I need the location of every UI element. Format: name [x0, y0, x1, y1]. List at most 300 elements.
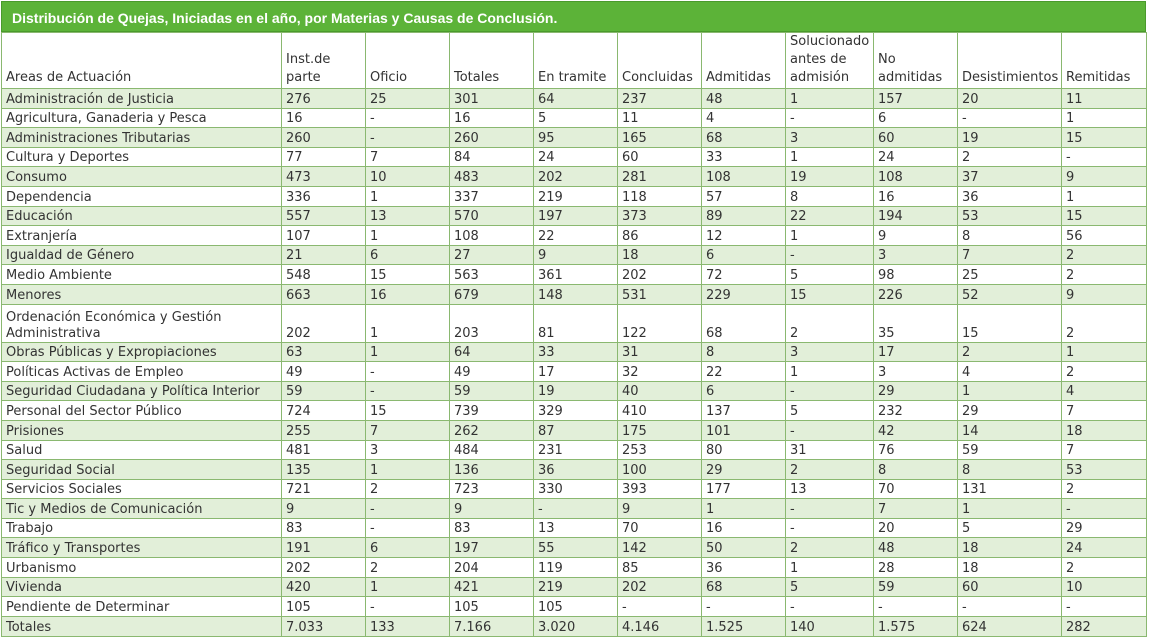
value-cell: 1	[366, 577, 450, 597]
value-cell: 237	[618, 89, 702, 109]
value-cell: 420	[282, 577, 366, 597]
value-cell: -	[786, 245, 874, 265]
value-cell: 7	[874, 499, 958, 519]
area-name-cell: Cultura y Deportes	[2, 147, 282, 167]
value-cell: 1	[366, 226, 450, 246]
value-cell: 19	[786, 167, 874, 187]
value-cell: 53	[1062, 460, 1147, 480]
value-cell: 410	[618, 401, 702, 421]
value-cell: 70	[874, 479, 958, 499]
value-cell: 2	[786, 460, 874, 480]
totals-row	[2, 616, 1147, 636]
value-cell: 95	[534, 128, 618, 148]
value-cell: 175	[618, 420, 702, 440]
value-cell: 13	[534, 518, 618, 538]
value-cell: 131	[958, 479, 1062, 499]
table-row	[2, 440, 1147, 460]
complaints-table	[1, 32, 1147, 637]
value-cell: 7	[1062, 440, 1147, 460]
table-row	[2, 479, 1147, 499]
area-name-cell: Administración de Justicia	[2, 89, 282, 109]
value-cell: 20	[874, 518, 958, 538]
value-cell: 16	[282, 108, 366, 128]
area-name-cell: Vivienda	[2, 577, 282, 597]
value-cell: 1	[366, 304, 450, 342]
value-cell: 3	[874, 362, 958, 382]
value-cell: 36	[958, 186, 1062, 206]
value-cell: 531	[618, 284, 702, 304]
area-name-cell: Tic y Medios de Comunicación	[2, 499, 282, 519]
table-container	[1, 1, 1149, 640]
value-cell: 421	[450, 577, 534, 597]
value-cell: 202	[618, 577, 702, 597]
value-cell: 202	[618, 265, 702, 285]
value-cell: 16	[366, 284, 450, 304]
value-cell: -	[786, 420, 874, 440]
value-cell: 18	[618, 245, 702, 265]
value-cell: 68	[702, 577, 786, 597]
value-cell: -	[366, 499, 450, 519]
value-cell: 56	[1062, 226, 1147, 246]
column-header: Concluidas	[618, 33, 702, 89]
value-cell: 1	[1062, 108, 1147, 128]
value-cell: 6	[366, 538, 450, 558]
value-cell: 83	[282, 518, 366, 538]
area-name-cell: Educación	[2, 206, 282, 226]
table-row	[2, 597, 1147, 617]
value-cell: 68	[702, 304, 786, 342]
value-cell: 157	[874, 89, 958, 109]
table-row	[2, 342, 1147, 362]
area-name-cell: Agricultura, Ganaderia y Pesca	[2, 108, 282, 128]
value-cell: -	[786, 499, 874, 519]
value-cell: 17	[534, 362, 618, 382]
totals-value-cell: 1.575	[874, 616, 958, 636]
value-cell: 6	[874, 108, 958, 128]
value-cell: 481	[282, 440, 366, 460]
value-cell: 4	[1062, 381, 1147, 401]
value-cell: 204	[450, 558, 534, 578]
value-cell: 60	[618, 147, 702, 167]
value-cell: 98	[874, 265, 958, 285]
value-cell: 2	[1062, 265, 1147, 285]
table-row	[2, 577, 1147, 597]
value-cell: 135	[282, 460, 366, 480]
value-cell: 8	[702, 342, 786, 362]
value-cell: 19	[958, 128, 1062, 148]
value-cell: 177	[702, 479, 786, 499]
value-cell: 48	[702, 89, 786, 109]
value-cell: 7	[366, 147, 450, 167]
totals-value-cell: 133	[366, 616, 450, 636]
value-cell: 29	[874, 381, 958, 401]
value-cell: 16	[874, 186, 958, 206]
value-cell: 13	[366, 206, 450, 226]
value-cell: 5	[786, 265, 874, 285]
value-cell: 27	[450, 245, 534, 265]
area-name-cell: Servicios Sociales	[2, 479, 282, 499]
table-row	[2, 245, 1147, 265]
value-cell: 2	[958, 342, 1062, 362]
value-cell: 6	[702, 381, 786, 401]
value-cell: 80	[702, 440, 786, 460]
header-row	[2, 33, 1147, 89]
value-cell: 301	[450, 89, 534, 109]
value-cell: 7	[958, 245, 1062, 265]
value-cell: 18	[958, 558, 1062, 578]
value-cell: 20	[958, 89, 1062, 109]
value-cell: 15	[366, 401, 450, 421]
value-cell: 679	[450, 284, 534, 304]
value-cell: 59	[874, 577, 958, 597]
value-cell: 60	[874, 128, 958, 148]
value-cell: 49	[282, 362, 366, 382]
value-cell: 9	[534, 245, 618, 265]
value-cell: 2	[1062, 245, 1147, 265]
value-cell: 8	[786, 186, 874, 206]
value-cell: 24	[1062, 538, 1147, 558]
value-cell: 7	[366, 420, 450, 440]
value-cell: 1	[786, 558, 874, 578]
value-cell: 473	[282, 167, 366, 187]
table-row	[2, 460, 1147, 480]
value-cell: 1	[786, 89, 874, 109]
value-cell: 22	[534, 226, 618, 246]
column-header: Totales	[450, 33, 534, 89]
area-name-cell: Medio Ambiente	[2, 265, 282, 285]
column-header: Admitidas	[702, 33, 786, 89]
value-cell: -	[958, 597, 1062, 617]
table-row	[2, 226, 1147, 246]
area-name-cell: Salud	[2, 440, 282, 460]
value-cell: 1	[366, 342, 450, 362]
value-cell: 721	[282, 479, 366, 499]
value-cell: 5	[534, 108, 618, 128]
value-cell: 1	[786, 362, 874, 382]
column-header: Remitidas	[1062, 33, 1147, 89]
value-cell: 48	[874, 538, 958, 558]
value-cell: 81	[534, 304, 618, 342]
value-cell: 231	[534, 440, 618, 460]
value-cell: 105	[534, 597, 618, 617]
table-row	[2, 89, 1147, 109]
value-cell: 137	[702, 401, 786, 421]
value-cell: 202	[534, 167, 618, 187]
area-name-cell: Ordenación Económica y Gestión Administrativa	[2, 304, 282, 342]
value-cell: 64	[450, 342, 534, 362]
value-cell: 136	[450, 460, 534, 480]
value-cell: 25	[366, 89, 450, 109]
table-row	[2, 284, 1147, 304]
value-cell: 59	[958, 440, 1062, 460]
value-cell: 16	[450, 108, 534, 128]
column-header: Desistimientos	[958, 33, 1062, 89]
totals-value-cell: 3.020	[534, 616, 618, 636]
value-cell: 59	[450, 381, 534, 401]
value-cell: 373	[618, 206, 702, 226]
area-name-cell: Prisiones	[2, 420, 282, 440]
value-cell: 281	[618, 167, 702, 187]
value-cell: 22	[786, 206, 874, 226]
value-cell: 36	[702, 558, 786, 578]
value-cell: 18	[1062, 420, 1147, 440]
value-cell: 122	[618, 304, 702, 342]
column-header: Solucionado antes de admisión	[786, 33, 874, 89]
totals-value-cell: 624	[958, 616, 1062, 636]
value-cell: 1	[958, 381, 1062, 401]
value-cell: 148	[534, 284, 618, 304]
value-cell: 19	[534, 381, 618, 401]
value-cell: 9	[618, 499, 702, 519]
value-cell: 33	[702, 147, 786, 167]
value-cell: 52	[958, 284, 1062, 304]
value-cell: 9	[282, 499, 366, 519]
value-cell: 14	[958, 420, 1062, 440]
value-cell: -	[786, 518, 874, 538]
value-cell: 10	[366, 167, 450, 187]
value-cell: 6	[702, 245, 786, 265]
value-cell: 202	[282, 558, 366, 578]
table-row	[2, 108, 1147, 128]
value-cell: 142	[618, 538, 702, 558]
table-row	[2, 420, 1147, 440]
value-cell: 9	[1062, 167, 1147, 187]
table-body	[2, 89, 1147, 617]
area-name-cell: Administraciones Tributarias	[2, 128, 282, 148]
table-row	[2, 147, 1147, 167]
value-cell: 570	[450, 206, 534, 226]
value-cell: 4	[702, 108, 786, 128]
table-row	[2, 558, 1147, 578]
value-cell: 55	[534, 538, 618, 558]
value-cell: 663	[282, 284, 366, 304]
value-cell: 194	[874, 206, 958, 226]
value-cell: 21	[282, 245, 366, 265]
value-cell: 5	[786, 401, 874, 421]
value-cell: 53	[958, 206, 1062, 226]
value-cell: 31	[786, 440, 874, 460]
value-cell: -	[618, 597, 702, 617]
totals-value-cell: 4.146	[618, 616, 702, 636]
totals-value-cell: 282	[1062, 616, 1147, 636]
value-cell: 33	[534, 342, 618, 362]
value-cell: 8	[958, 226, 1062, 246]
value-cell: 260	[282, 128, 366, 148]
value-cell: 4	[958, 362, 1062, 382]
value-cell: 255	[282, 420, 366, 440]
area-name-cell: Igualdad de Género	[2, 245, 282, 265]
value-cell: 108	[874, 167, 958, 187]
area-name-cell: Extranjería	[2, 226, 282, 246]
value-cell: 2	[786, 538, 874, 558]
value-cell: 1	[366, 460, 450, 480]
value-cell: 7	[1062, 401, 1147, 421]
value-cell: 563	[450, 265, 534, 285]
value-cell: 262	[450, 420, 534, 440]
value-cell: 1	[786, 147, 874, 167]
value-cell: 337	[450, 186, 534, 206]
value-cell: 484	[450, 440, 534, 460]
value-cell: 31	[618, 342, 702, 362]
value-cell: 49	[450, 362, 534, 382]
value-cell: 483	[450, 167, 534, 187]
value-cell: 85	[618, 558, 702, 578]
value-cell: 32	[618, 362, 702, 382]
value-cell: 107	[282, 226, 366, 246]
table-row	[2, 186, 1147, 206]
totals-label-cell: Totales	[2, 616, 282, 636]
value-cell: 1	[958, 499, 1062, 519]
value-cell: 3	[874, 245, 958, 265]
value-cell: 16	[702, 518, 786, 538]
value-cell: 203	[450, 304, 534, 342]
totals-value-cell: 1.525	[702, 616, 786, 636]
value-cell: -	[534, 499, 618, 519]
area-name-cell: Menores	[2, 284, 282, 304]
value-cell: 105	[282, 597, 366, 617]
value-cell: 3	[366, 440, 450, 460]
value-cell: 393	[618, 479, 702, 499]
table-row	[2, 304, 1147, 342]
value-cell: -	[786, 381, 874, 401]
value-cell: 17	[874, 342, 958, 362]
value-cell: 232	[874, 401, 958, 421]
table-row	[2, 381, 1147, 401]
value-cell: 202	[282, 304, 366, 342]
value-cell: 5	[958, 518, 1062, 538]
value-cell: 9	[1062, 284, 1147, 304]
value-cell: 25	[958, 265, 1062, 285]
value-cell: 197	[450, 538, 534, 558]
value-cell: 37	[958, 167, 1062, 187]
value-cell: 197	[534, 206, 618, 226]
value-cell: 105	[450, 597, 534, 617]
value-cell: 28	[874, 558, 958, 578]
value-cell: 70	[618, 518, 702, 538]
value-cell: 77	[282, 147, 366, 167]
value-cell: 724	[282, 401, 366, 421]
value-cell: 12	[702, 226, 786, 246]
value-cell: 101	[702, 420, 786, 440]
value-cell: 36	[534, 460, 618, 480]
area-name-cell: Pendiente de Determinar	[2, 597, 282, 617]
value-cell: 108	[450, 226, 534, 246]
value-cell: 5	[786, 577, 874, 597]
area-name-cell: Urbanismo	[2, 558, 282, 578]
value-cell: 15	[786, 284, 874, 304]
value-cell: 1	[786, 226, 874, 246]
value-cell: -	[1062, 597, 1147, 617]
value-cell: 100	[618, 460, 702, 480]
area-name-cell: Consumo	[2, 167, 282, 187]
value-cell: 42	[874, 420, 958, 440]
table-row	[2, 128, 1147, 148]
value-cell: 24	[874, 147, 958, 167]
totals-value-cell: 7.033	[282, 616, 366, 636]
value-cell: -	[366, 362, 450, 382]
value-cell: -	[366, 518, 450, 538]
value-cell: 330	[534, 479, 618, 499]
value-cell: 63	[282, 342, 366, 362]
value-cell: -	[366, 381, 450, 401]
value-cell: 219	[534, 577, 618, 597]
value-cell: 276	[282, 89, 366, 109]
table-row	[2, 167, 1147, 187]
value-cell: 13	[786, 479, 874, 499]
value-cell: -	[702, 597, 786, 617]
column-header: No admitidas	[874, 33, 958, 89]
value-cell: 1	[366, 186, 450, 206]
value-cell: 64	[534, 89, 618, 109]
value-cell: 57	[702, 186, 786, 206]
value-cell: 2	[366, 558, 450, 578]
value-cell: -	[1062, 499, 1147, 519]
column-header: Areas de Actuación	[2, 33, 282, 89]
table-row	[2, 518, 1147, 538]
value-cell: 15	[958, 304, 1062, 342]
value-cell: 739	[450, 401, 534, 421]
value-cell: 361	[534, 265, 618, 285]
value-cell: 2	[1062, 304, 1147, 342]
value-cell: 29	[1062, 518, 1147, 538]
value-cell: 87	[534, 420, 618, 440]
table-row	[2, 499, 1147, 519]
area-name-cell: Personal del Sector Público	[2, 401, 282, 421]
value-cell: 10	[1062, 577, 1147, 597]
value-cell: -	[366, 108, 450, 128]
area-name-cell: Dependencia	[2, 186, 282, 206]
value-cell: 119	[534, 558, 618, 578]
value-cell: 86	[618, 226, 702, 246]
value-cell: 253	[618, 440, 702, 460]
value-cell: 50	[702, 538, 786, 558]
value-cell: 9	[874, 226, 958, 246]
value-cell: -	[366, 597, 450, 617]
value-cell: 60	[958, 577, 1062, 597]
table-row	[2, 265, 1147, 285]
value-cell: 219	[534, 186, 618, 206]
value-cell: 76	[874, 440, 958, 460]
table-row	[2, 538, 1147, 558]
value-cell: -	[366, 128, 450, 148]
value-cell: -	[786, 108, 874, 128]
value-cell: 548	[282, 265, 366, 285]
value-cell: 9	[450, 499, 534, 519]
value-cell: -	[1062, 147, 1147, 167]
value-cell: 108	[702, 167, 786, 187]
column-header: Oficio	[366, 33, 450, 89]
value-cell: -	[958, 108, 1062, 128]
value-cell: 118	[618, 186, 702, 206]
value-cell: 229	[702, 284, 786, 304]
value-cell: 1	[1062, 342, 1147, 362]
area-name-cell: Tráfico y Transportes	[2, 538, 282, 558]
value-cell: 11	[618, 108, 702, 128]
value-cell: -	[786, 597, 874, 617]
value-cell: 84	[450, 147, 534, 167]
value-cell: 2	[786, 304, 874, 342]
area-name-cell: Trabajo	[2, 518, 282, 538]
table-row	[2, 206, 1147, 226]
value-cell: 22	[702, 362, 786, 382]
value-cell: 18	[958, 538, 1062, 558]
value-cell: 2	[1062, 362, 1147, 382]
value-cell: 15	[1062, 128, 1147, 148]
value-cell: 3	[786, 342, 874, 362]
area-name-cell: Seguridad Social	[2, 460, 282, 480]
value-cell: 11	[1062, 89, 1147, 109]
value-cell: 336	[282, 186, 366, 206]
